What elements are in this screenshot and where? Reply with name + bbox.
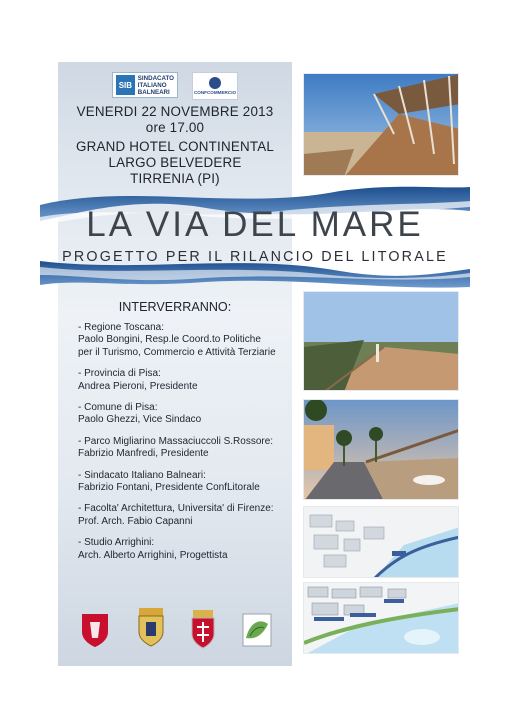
main-title: LA VIA DEL MARE	[86, 205, 424, 244]
event-date: VENERDI 22 NOVEMBRE 2013	[76, 104, 274, 119]
speaker-item: - Sindacato Italiano Balneari: Fabrizio Fontani, Presidente ConfLitorale	[78, 469, 260, 494]
sib-line3: BALNEARI	[137, 88, 170, 96]
speaker-item: - Studio Arrighini: Arch. Alberto Arrighini, Progettista	[78, 537, 228, 561]
speaker-item: - Provincia di Pisa: Andrea Pieroni, Presidente	[78, 368, 198, 392]
photo-palm-street	[303, 399, 459, 500]
sib-line1: SINDACATO	[137, 74, 174, 82]
event-time: ore 17.00	[145, 120, 205, 135]
confcommercio-emblem-icon	[209, 77, 221, 89]
subtitle: PROGETTO PER IL RILANCIO DEL LITORALE	[62, 249, 448, 265]
photo-beach-boardwalk	[303, 73, 459, 176]
event-venue-street: LARGO BELVEDERE	[108, 155, 242, 170]
speaker-item: - Comune di Pisa: Paolo Ghezzi, Vice Sindaco	[78, 402, 202, 426]
photo-promenade	[303, 291, 459, 391]
speaker-item: - Parco Migliarino Massaciuccoli S.Rossore: Fabrizio Manfredi, Presidente	[78, 435, 274, 460]
coat-of-arms-tuscany-icon	[80, 612, 110, 648]
photo-masterplan-render	[303, 506, 459, 578]
speakers-list	[78, 322, 292, 571]
park-logo-icon	[242, 612, 272, 648]
speakers-heading: INTERVERRANNO:	[118, 300, 232, 314]
confcommercio-logo	[192, 72, 238, 100]
photo-aerial-coast-render	[303, 582, 459, 654]
speaker-item: - Facolta' Architettura, Universita' di Firenze: Prof. Arch. Fabio Capanni	[78, 503, 274, 527]
coat-of-arms-pisa-icon	[188, 610, 218, 650]
sib-mark: SIB	[116, 75, 135, 95]
speaker-item: - Regione Toscana: Paolo Bongini, Resp.le Coord.to Politiche per il Turismo, Commercio e Attività Terziarie	[78, 322, 276, 358]
event-venue-city: TIRRENIA (PI)	[130, 171, 220, 186]
event-venue-name: GRAND HOTEL CONTINENTAL	[75, 139, 275, 154]
coat-of-arms-province-icon	[136, 608, 166, 648]
confcommercio-label: CONFCOMMERCIO	[193, 90, 237, 95]
sib-line2: ITALIANO	[137, 81, 167, 89]
sponsor-logos	[0, 72, 350, 100]
sib-logo	[112, 72, 178, 98]
